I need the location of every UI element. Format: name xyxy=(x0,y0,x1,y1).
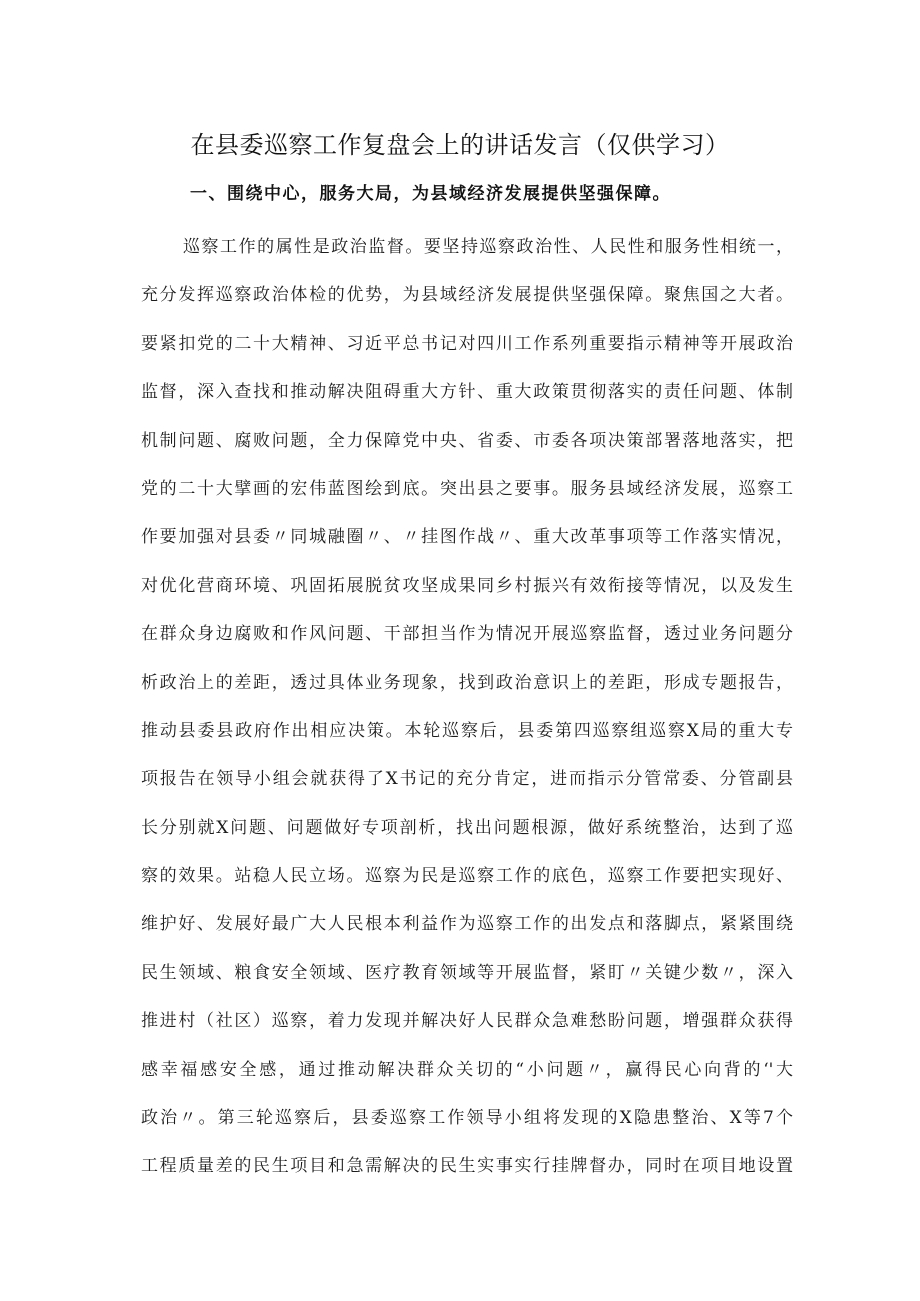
document-title: 在县委巡察工作复盘会上的讲话发言（仅供学习） xyxy=(190,131,730,159)
paragraph-line: 党的二十大擘画的宏伟蓝图绘到底。突出县之要事。服务县域经济发展，巡察工 xyxy=(141,478,793,499)
paragraph-line: 机制问题、腐败问题，全力保障党中央、省委、市委各项决策部署落地落实，把 xyxy=(141,430,793,451)
paragraph-line: 项报告在领导小组会就获得了X书记的充分肯定，进而指示分管常委、分管副县 xyxy=(141,769,793,790)
body-paragraph xyxy=(141,231,793,1199)
paragraph-line: 察的效果。站稳人民立场。巡察为民是巡察工作的底色，巡察工作要把实现好、 xyxy=(141,866,793,887)
paragraph-line: 巡察工作的属性是政治监督。要坚持巡察政治性、人民性和服务性相统一， xyxy=(183,237,793,257)
paragraph-line: 推动县委县政府作出相应决策。本轮巡察后，县委第四巡察组巡察X局的重大专 xyxy=(141,720,793,741)
section-heading: 一、围绕中心，服务大局，为县域经济发展提供坚强保障。 xyxy=(190,184,671,204)
paragraph-line: 对优化营商环境、巩固拓展脱贫攻坚成果同乡村振兴有效衔接等情况，以及发生 xyxy=(141,575,793,596)
paragraph-line: 工程质量差的民生项目和急需解决的民生实事实行挂牌督办，同时在项目地设置 xyxy=(141,1156,793,1177)
paragraph-line: 政治〃。第三轮巡察后，县委巡察工作领导小组将发现的X隐患整治、X等7个 xyxy=(141,1108,793,1129)
paragraph-line: 感幸福感安全感，通过推动解决群众关切的“小问题〃，赢得民心向背的‘'大 xyxy=(141,1059,793,1080)
paragraph-line: 在群众身边腐败和作风问题、干部担当作为情况开展巡察监督，透过业务问题分 xyxy=(141,624,793,645)
paragraph-line: 维护好、发展好最广大人民根本利益作为巡察工作的出发点和落脚点，紧紧围绕 xyxy=(141,914,793,935)
paragraph-line: 作要加强对县委〃同城融圈〃、〃挂图作战〃、重大改革事项等工作落实情况， xyxy=(141,527,793,548)
paragraph-line: 推进村（社区）巡察，着力发现并解决好人民群众急难愁盼问题，增强群众获得 xyxy=(141,1011,793,1032)
paragraph-line: 要紧扣党的二十大精神、习近平总书记对四川工作系列重要指示精神等开展政治 xyxy=(141,333,793,354)
paragraph-line: 长分别就X问题、问题做好专项剖析，找出问题根源，做好系统整治，达到了巡 xyxy=(141,817,793,838)
paragraph-line: 监督，深入查找和推动解决阻碍重大方针、重大政策贯彻落实的责任问题、体制 xyxy=(141,382,793,403)
paragraph-line: 民生领域、粮食安全领域、医疗教育领域等开展监督，紧盯〃关键少数〃，深入 xyxy=(141,962,793,983)
paragraph-line: 充分发挥巡察政治体检的优势，为县域经济发展提供坚强保障。聚焦国之大者。 xyxy=(141,285,793,306)
paragraph-line: 析政治上的差距，透过具体业务现象，找到政治意识上的差距，形成专题报告， xyxy=(141,672,793,693)
